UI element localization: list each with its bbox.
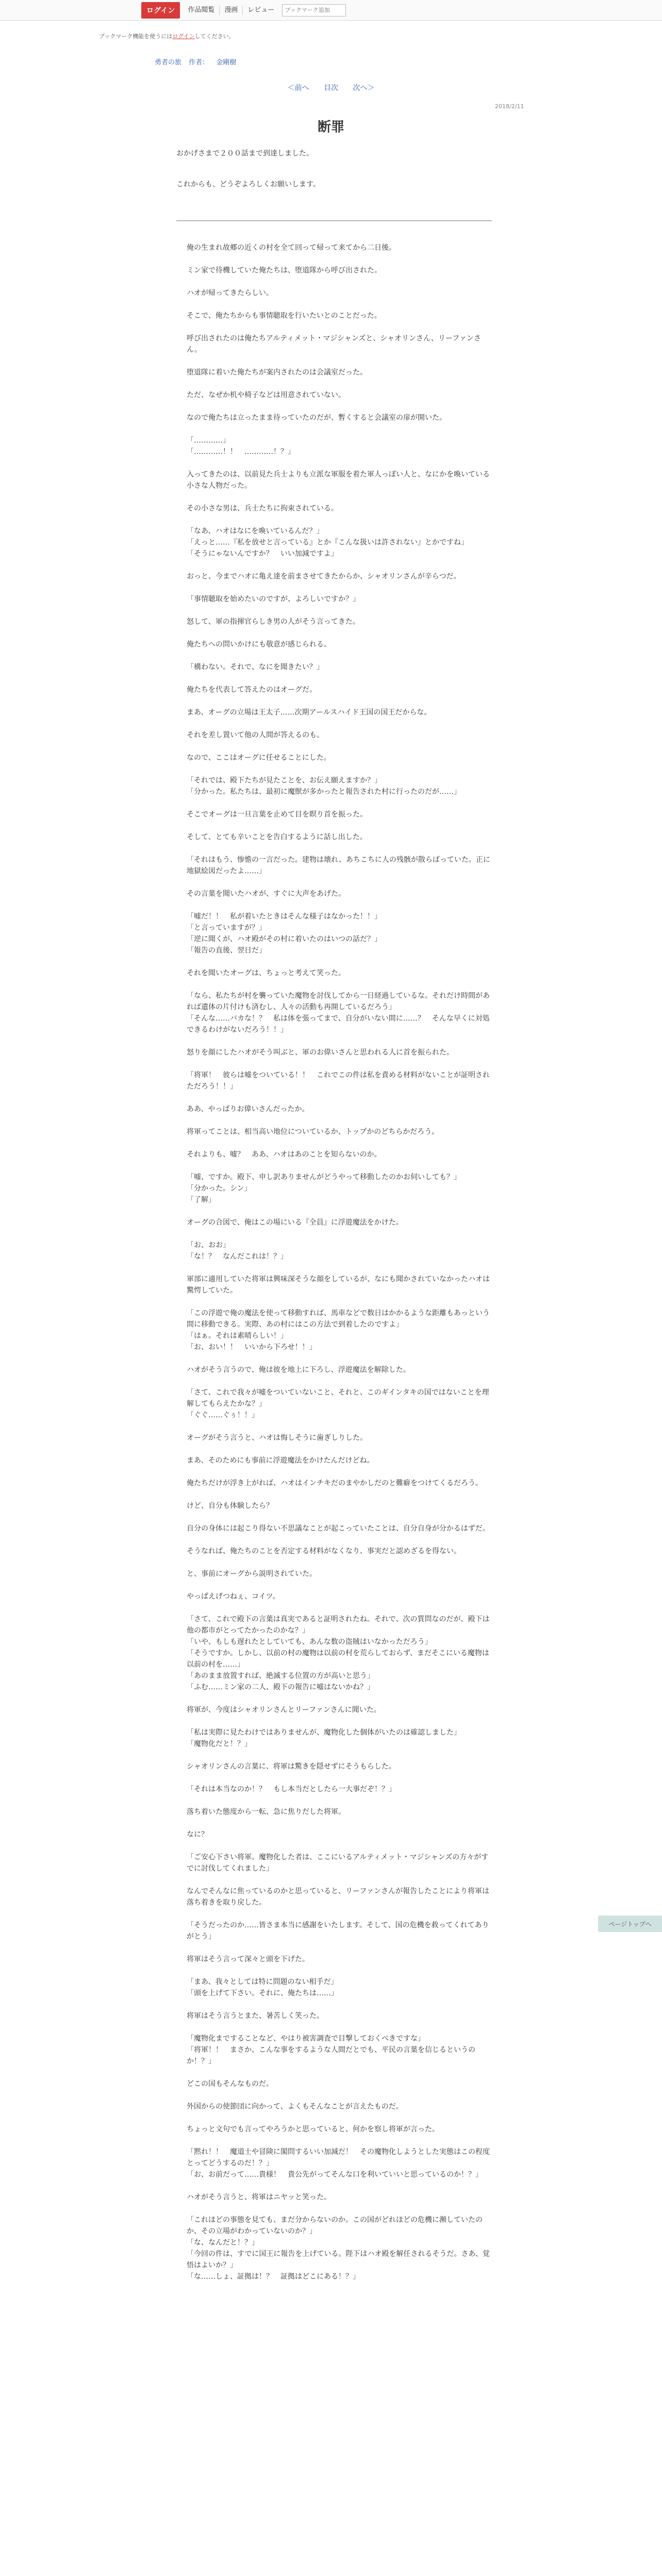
body-paragraph: けど、自分も体験したら？ [187, 1502, 273, 1510]
login-button[interactable]: ログイン [141, 2, 180, 19]
body-paragraph: 俺たちへの問いかけにも敬意が感じられる。 [187, 640, 331, 649]
body-paragraph: 「まあ、我々としては特に問題のない相手だ」 「頭を上げて下さい。それに、俺たちは……」 [187, 1978, 338, 1997]
next-chapter-link[interactable]: 次へ＞ [353, 84, 375, 92]
bookmark-notice-text-before: ブックマーク機能を使うには [99, 33, 173, 40]
body-paragraph: 「私は実際に見たわけではありませんが、魔物化した個体がいたのは確認しました」 「魔物化だと！？」 [187, 1728, 461, 1748]
body-paragraph: それを聞いたオーグは、ちょっと考えて笑った。 [187, 969, 345, 977]
body-paragraph: 呼び出されたのは俺たちアルティメット・マジシャンズと、シャオリンさん、リーファンさん。 [187, 334, 481, 354]
body-paragraph: 「それは本当なのか！？ もし本当だとしたら一大事だぞ！？」 [187, 1785, 396, 1793]
body-paragraph: ハオがそう言うと、将軍はニヤッと笑った。 [187, 2193, 331, 2201]
body-paragraph: 「魔物化まですることなど、やはり被害調査で目撃しておくべきですな」 「将軍！！ まさか、こんな事をするような人間だとでも、平民の言葉を信じるというのか！？」 [187, 2035, 475, 2065]
preface-line: おかげさまで２００話まで到達しました。 [176, 149, 313, 158]
body-paragraph: 落ち着いた態度から一転、急に焦りだした将軍。 [187, 1808, 345, 1816]
body-paragraph: 将軍が、今度はシャオリンさんとリーファンさんに聞いた。 [187, 1706, 381, 1714]
body-paragraph: ハオが帰ってきたらしい。 [187, 289, 273, 297]
body-paragraph: どこの国もそんなものだ。 [187, 2080, 273, 2088]
nav-link-manga[interactable]: 漫画 [220, 6, 243, 15]
chapter-pager [0, 82, 662, 93]
body-paragraph: おっと、今までハオに亀え達を前まさせてきたからか、シャオリンさんが辛らつだ。 [187, 572, 461, 581]
body-paragraph: 堕道隊に着いた俺たちが案内されたのは会議室だった。 [187, 368, 367, 377]
body-paragraph: そこでオーグは一旦言葉を止めて目を瞑り首を振った。 [187, 810, 367, 819]
body-paragraph: 「黙れ！！ 魔道士や冒険に閣問するいい加減だ！ その魔物化しようとした実態はこの程度とってどうするのだ！？」 「お、お前だって……貴様！ 貴公先がってそんな口を利いていいと思っているのか！？」 [187, 2148, 490, 2179]
body-paragraph: 自分の身体には起こり得ない不思議なことが起こっていたことは、自分自身が分かるはずだ。 [187, 1524, 490, 1533]
body-paragraph: やっぱえげつねぇ、コイツ。 [187, 1592, 280, 1601]
preface-line: これからも、どうぞよろしくお願いします。 [176, 180, 320, 189]
body-paragraph: オーグがそう言うと、ハオは悔しそうに歯ぎしりした。 [187, 1434, 367, 1442]
body-paragraph: 「それでは、殿下たちが見たことを、お伝え願えますか？」 「分かった。私たちは、最初に魔獣が多かったと報告された村に行ったのだが……」 [187, 776, 461, 796]
body-paragraph: なので俺たちは立ったまま待っていたのだが、暫くすると会議室の扉が開いた。 [187, 414, 446, 422]
body-paragraph: 「事情聴取を始めたいのですが、よろしいですか？」 [187, 595, 360, 603]
body-paragraph: 「…………」 「…………！！ …………！？」 [187, 436, 295, 456]
chapter-body [187, 242, 492, 2294]
body-paragraph: まあ、そのためにも事前に浮遊魔法をかけたんだけどね。 [187, 1456, 374, 1465]
body-paragraph: シャオリンさんの言葉に、将軍は驚きを隠せずにそうもらした。 [187, 1762, 396, 1771]
breadcrumb [155, 57, 241, 66]
body-paragraph: なんでそんなに焦っているのかと思っていると、リーファンさんが報告したことにより将軍は落ち着きを取り戻した。 [187, 1887, 490, 1907]
body-paragraph: 「ご安心下さい将軍。魔物化した者は、ここにいるアルティメット・マジシャンズの方々がすでに討伐してくれました」 [187, 1853, 489, 1873]
body-paragraph: オーグの合図で、俺はこの場にいる『全員』に浮遊魔法をかけた。 [187, 1218, 403, 1227]
body-paragraph: 外国からの使節団に向かって、よくもそんなことが言えたものだ。 [187, 2103, 403, 2111]
body-paragraph: 「構わない。それで、なにを聞きたい？」 [187, 663, 324, 671]
nav-link-review[interactable]: レビュー [247, 6, 275, 14]
body-paragraph: なに？ [187, 1831, 208, 1839]
body-paragraph: 「将軍！ 彼らは嘘をついている！！ これでこの件は私を責める材料がないことが証明されただろう！！」 [187, 1071, 490, 1091]
body-paragraph: まあ、オーグの立場は王太子……次期アールスハイド王国の国王だからな。 [187, 708, 432, 717]
body-paragraph: そして、とても辛いことを告白するように話し出した。 [187, 833, 367, 841]
bookmark-notice-text-after: してください。 [194, 33, 235, 40]
body-paragraph: ちょっと文句でも言ってやろうかと思っていると、何かを察し将軍が言った。 [187, 2125, 439, 2133]
breadcrumb-author-label: 作者： [189, 59, 209, 66]
body-paragraph: 「そうだったのか……皆さま本当に感謝をいたします。そして、国の危機を救ってくれてありがとう」 [187, 1921, 489, 1941]
body-paragraph: それよりも、嘘？ ああ、ハオはあのことを知らないのか。 [187, 1150, 382, 1159]
body-paragraph: 俺たちを代表して答えたのはオーグだ。 [187, 686, 317, 694]
bookmark-notice [99, 32, 235, 40]
body-paragraph: その小さな男は、兵士たちに拘束されている。 [187, 504, 338, 513]
body-paragraph: 「それはもう、惨憺の一言だった。建物は壊れ、あちこちに人の残骸が散らばっていた。正に地獄絵図だったよ……」 [187, 856, 490, 875]
page-top-button[interactable]: ページトップへ [598, 1916, 662, 1932]
chapter-title: 断罪 [317, 120, 344, 135]
bookmark-login-link[interactable]: ログイン [172, 33, 195, 40]
body-paragraph: 怒して、軍の指揮官らしき男の人がそう言ってきた。 [187, 618, 360, 626]
body-paragraph: ああ、やっぱりお偉いさんだったか。 [187, 1105, 309, 1113]
body-paragraph: 入ってきたのは、以前見た兵士よりも立派な軍服を着た軍人っぽい人と、なにかを喚いている小さな人物だった。 [187, 470, 490, 490]
body-paragraph: 将軍ってことは、相当高い地位についているか、トップかのどちらかだろう。 [187, 1128, 439, 1136]
body-paragraph: 「この浮遊で俺の魔法を使って移動すれば、馬車などで数日はかかるような距離もあっという間に移動できる。実際、あの村にはこの方法で到着したのですよ」 「はぁ。それは素晴らしい！」 「お、おい！！ いいから下ろせ！！」 [187, 1309, 490, 1351]
body-paragraph: 「お、おお」 「な！？ なんだこれは！？」 [187, 1241, 288, 1261]
post-date: 2018/2/11 [495, 103, 524, 110]
breadcrumb-series-link[interactable]: 勇者の旅 [155, 59, 182, 66]
body-paragraph: と、事前にオーグから説明されていた。 [187, 1570, 317, 1578]
body-paragraph: 将軍はそう言って深々と頭を下げた。 [187, 1955, 309, 1963]
body-paragraph: 「嘘だ！！ 私が着いたときはそんな様子はなかった！！」 「と言っていますが？」 「逆に聞くが、ハオ殿がその村に着いたのはいつの話だ？」 「報告の直後、翌日だ」 [187, 912, 382, 955]
body-paragraph: 「さて、これで殿下の言葉は真実であると証明されたね。それで、次の質問なのだが、殿下は他の都市がとってたかったのかな？」 「いや、もしも遅れたとしていても、あんな数の盗賊はいなかっただろう」 「そうですか。しかし、以前の村の魔物は以前の村を荒らしておらず、まだそこにいる魔物は以前の村を……」 「あのまま放置すれば、絶滅する位置の方が高いと思う」 「ふむ……ミン家の二人、殿下の報告に嘘はないかね？」 [187, 1615, 490, 1691]
body-paragraph: そこで、俺たちからも事情聴取を行いたいとのことだった。 [187, 312, 382, 320]
body-paragraph: 「なあ、ハオはなにを喚いているんだ？」 「えっと……『私を放せと言っている』とか『こんな扱いは許されない』とかですね」 「そうにゃないんですか？ いい加減ですよ」 [187, 527, 468, 558]
bookmark-search-input[interactable] [282, 4, 346, 16]
top-navigation-bar [0, 0, 662, 21]
body-paragraph: 「さて、これで我々が嘘をついていないこと、それと、このギインタキの国ではないことを理解してもらえたかな？」 「ぐぐ……ぐぅ！！」 [187, 1388, 489, 1419]
body-paragraph: 俺の生まれ故郷の近くの村を全て回って帰って来てから二日後。 [187, 244, 396, 252]
body-paragraph: ただ、なぜか机や椅子などは用意されていない。 [187, 391, 345, 399]
body-paragraph: そうなれば、俺たちのことを否定する材料がなくなり、事実だと認めざるを得ない。 [187, 1547, 461, 1555]
body-paragraph: それを差し置いて他の人間が答えるのも。 [187, 731, 324, 739]
table-of-contents-link[interactable]: 目次 [324, 84, 338, 92]
breadcrumb-author-link[interactable]: 金剛樹 [216, 59, 237, 66]
body-paragraph: 「嘘、ですか。殿下、申し訳ありませんがどうやって移動したのかお伺いしても？」 「分かった。シン」 「了解」 [187, 1173, 461, 1204]
body-paragraph: 将軍はそう言うとまた、暑苦しく笑った。 [187, 2012, 324, 2020]
body-paragraph: 「これほどの事態を見ても、まだ分からないのか。この国がどれほどの危機に瀕していたのか、その立場がわかっていないのか？」 「な、なんだと！？」 「今回の件は、すでに国王に報告を上げている。陛下はハオ殿を解任されるそうだ。さあ、覚悟はよいか？」 「な……しょ、証拠は！？ 証拠はどこにある！？」 [187, 2216, 490, 2281]
body-paragraph: ミン家で待機していた俺たちは、堕道隊から呼び出された。 [187, 266, 382, 275]
body-paragraph: その言葉を聞いたハオが、すぐに大声をあげた。 [187, 890, 345, 898]
chapter-preface [176, 144, 492, 206]
body-paragraph: なので、ここはオーグに任せることにした。 [187, 754, 331, 762]
prev-chapter-link[interactable]: ＜前へ [287, 84, 309, 92]
nav-link-works[interactable]: 作品閲覧 [183, 6, 220, 15]
body-paragraph: 軍部に適用していた将軍は興味深そうな顔をしているが、なにも聞かされていなかったハオは驚愕していた。 [187, 1275, 490, 1295]
body-paragraph: 「なら、私たちが村を襲っていた魔物を討伐してから一日経過しているな。それだけ時間があれば遺体の片付けも済むし、人々の活動も再開しているだろう」 「そんな……バカな！？ 私は体を張ってまで、自分がいない間に……？ そんな早くに対処できるわけがないだろう！！」 [187, 992, 490, 1034]
body-paragraph: 怒りを顔にしたハオがそう叫ぶと、軍のお偉いさんと思われる人に首を振られた。 [187, 1048, 454, 1057]
body-paragraph: 俺たちだけが浮き上がれば、ハオはインチキだのまやかしだのと難癖をつけてくるだろう。 [187, 1479, 483, 1487]
body-paragraph: ハオがそう言うので、俺は彼を地上に下ろし、浮遊魔法を解除した。 [187, 1366, 410, 1374]
